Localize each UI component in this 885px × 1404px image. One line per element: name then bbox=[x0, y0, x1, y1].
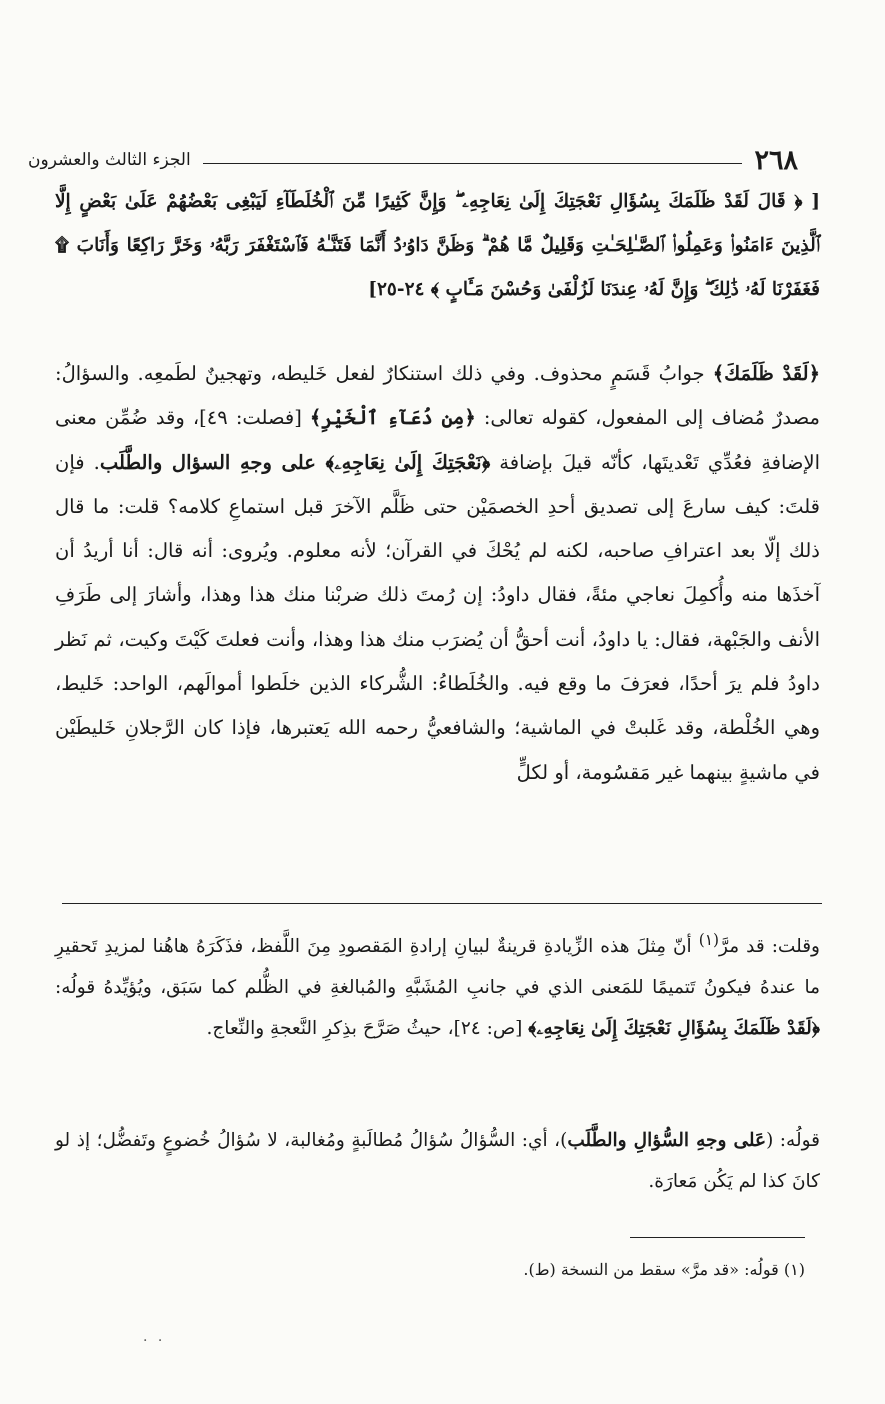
page-number: ٢٦٨ bbox=[754, 144, 798, 176]
commentary-paragraph bbox=[55, 352, 820, 795]
gloss-text: أنّ مِثلَ هذه الزِّيادةِ قرينةٌ لبيانِ إرادةِ المَقصودِ مِنَ اللَّفظ، فذَكَرَهُ هاهُنا لمزيدِ تَحقيرِ ما عندهُ فيكونُ تَتميمًا للمَعنى الذي في جانبِ المُشَبَّهِ والمُبالغةِ في الظُّلم كما سَبَق، ويُؤيِّدهُ قولُه: bbox=[55, 936, 820, 999]
gloss-paragraph-2 bbox=[55, 1120, 820, 1202]
bold-phrase: عَلى وجهِ السُّؤالِ والطَّلَب bbox=[567, 1130, 767, 1151]
header-rule bbox=[203, 163, 743, 164]
commentary-text: [فصلت: ٤٩]، وقد ضُمِّن معنى الإضافةِ فعُدِّي تَعْديتَها، كأنّه قيلَ بإضافة bbox=[55, 406, 821, 474]
bold-phrase: على وجهِ السؤال والطَّلَب bbox=[99, 450, 326, 474]
commentary-text: جوابُ قَسَمٍ محذوف. وفي ذلك استنكارٌ لفعل خَليطه، وتهجينٌ لطَمعِه. والسؤالُ: مصدرٌ مُضاف إلى المفعول، كقوله تعالى: bbox=[55, 362, 820, 430]
gloss-text: وقلت: قد مرَّ bbox=[719, 936, 820, 958]
quran-quote: ﴿لَقَدْ ظَلَمَكَ بِسُؤَالِ نَعْجَتِكَ إِلَىٰ نِعَاجِهِۦ﴾ bbox=[528, 1018, 820, 1040]
gloss-text: )، أي: السُّؤالُ سُؤالُ مُطالَبةٍ ومُغالبة، لا سُؤالُ خُضوعٍ وتَفضُّل؛ إذ لو كانَ كذا لم يَكُن مَعارَة. bbox=[55, 1130, 820, 1192]
quran-quote: ﴿لَقَدْ ظَلَمَكَ﴾ bbox=[712, 362, 820, 385]
footnote-ref[interactable]: (١) bbox=[698, 931, 720, 949]
gloss-paragraph bbox=[55, 920, 820, 1049]
quran-quote: ﴿مِن دُعَآءِ ٱلْخَيْرِ﴾ bbox=[309, 406, 476, 430]
footnote: (١) قولُه: «قد مرَّ» سقط من النسخة (ط). bbox=[523, 1260, 805, 1279]
scan-speck: · · bbox=[143, 1333, 166, 1349]
gloss-text: قولُه: ( bbox=[766, 1130, 821, 1151]
running-title: الجزء الثالث والعشرون bbox=[28, 150, 191, 170]
quran-verse-block: [ ﴿ قَالَ لَقَدْ ظَلَمَكَ بِسُؤَالِ نَعْجَتِكَ إِلَىٰ نِعَاجِهِۦ ۖ وَإِنَّ كَثِيرًا مِّنَ ٱلْخُلَطَآءِ لَيَبْغِى بَعْضُهُمْ عَلَىٰ بَعْضٍ إِلَّا ٱلَّذِينَ ءَامَنُوا۟ وَعَمِلُوا۟ ٱلصَّـٰلِحَـٰتِ وَقَلِيلٌ مَّا هُمْ ۗ وَظَنَّ دَاوُۥدُ أَنَّمَا فَتَنَّـٰهُ فَٱسْتَغْفَرَ رَبَّهُۥ وَخَرَّ رَاكِعًا وَأَنَابَ ۩ فَغَفَرْنَا لَهُۥ ذَٰلِكَ ۖ وَإِنَّ لَهُۥ عِندَنَا لَزُلْفَىٰ وَحُسْنَ مَـَٔابٍ ﴾ ٢٤-٢٥] bbox=[55, 191, 820, 300]
footnote-rule bbox=[630, 1237, 805, 1238]
section-divider bbox=[62, 903, 822, 904]
commentary-text: . فإن قلتَ: كيف سارعَ إلى تصديق أحدِ الخصمَيْن حتى ظَلَّم الآخرَ قبل استماعِ كلامه؟ قلت: ما قال ذلك إلّا بعد اعترافِ صاحبه، لكنه لم يُحْكَ في القرآن؛ لأنه معلوم. ويُروى: أنه قال: أنا أريدُ أن آخذَها منه وأُكمِلَ نعاجي مئةً، فقال داودُ: إن رُمتَ ذلك ضربْنا منك هذا وهذا، وأشارَ إلى طَرَفِ الأنف والجَبْهة، فقال: يا داودُ، أنت أحقُّ أن يُضرَب منك هذا وهذا، وأنت فعلتَ كَيْتَ وكيت، ثم نَظر داودُ فلم يرَ أحدًا، فعرَفَ ما وقع فيه. والخُلَطاءُ: الشُّركاء الذين خلَطوا أموالَهم، الواحد: خَليط، وهي الخُلْطة، وقد غَلبتْ في الماشية؛ والشافعيُّ رحمه الله يَعتبرها، فإذا كان الرَّجلانِ خَليطَيْن في ماشيةٍ بينهما غير مَقسُومة، أو لكلٍّ bbox=[55, 450, 820, 784]
gloss-text: [ص: ٢٤]، حيثُ صَرَّحَ بذِكرِ النَّعجةِ والنِّعاج. bbox=[206, 1018, 529, 1040]
quran-quote: ﴿نَعْجَتِكَ إِلَىٰ نِعَاجِهِۦ﴾ bbox=[325, 450, 491, 474]
page-header bbox=[28, 140, 798, 180]
